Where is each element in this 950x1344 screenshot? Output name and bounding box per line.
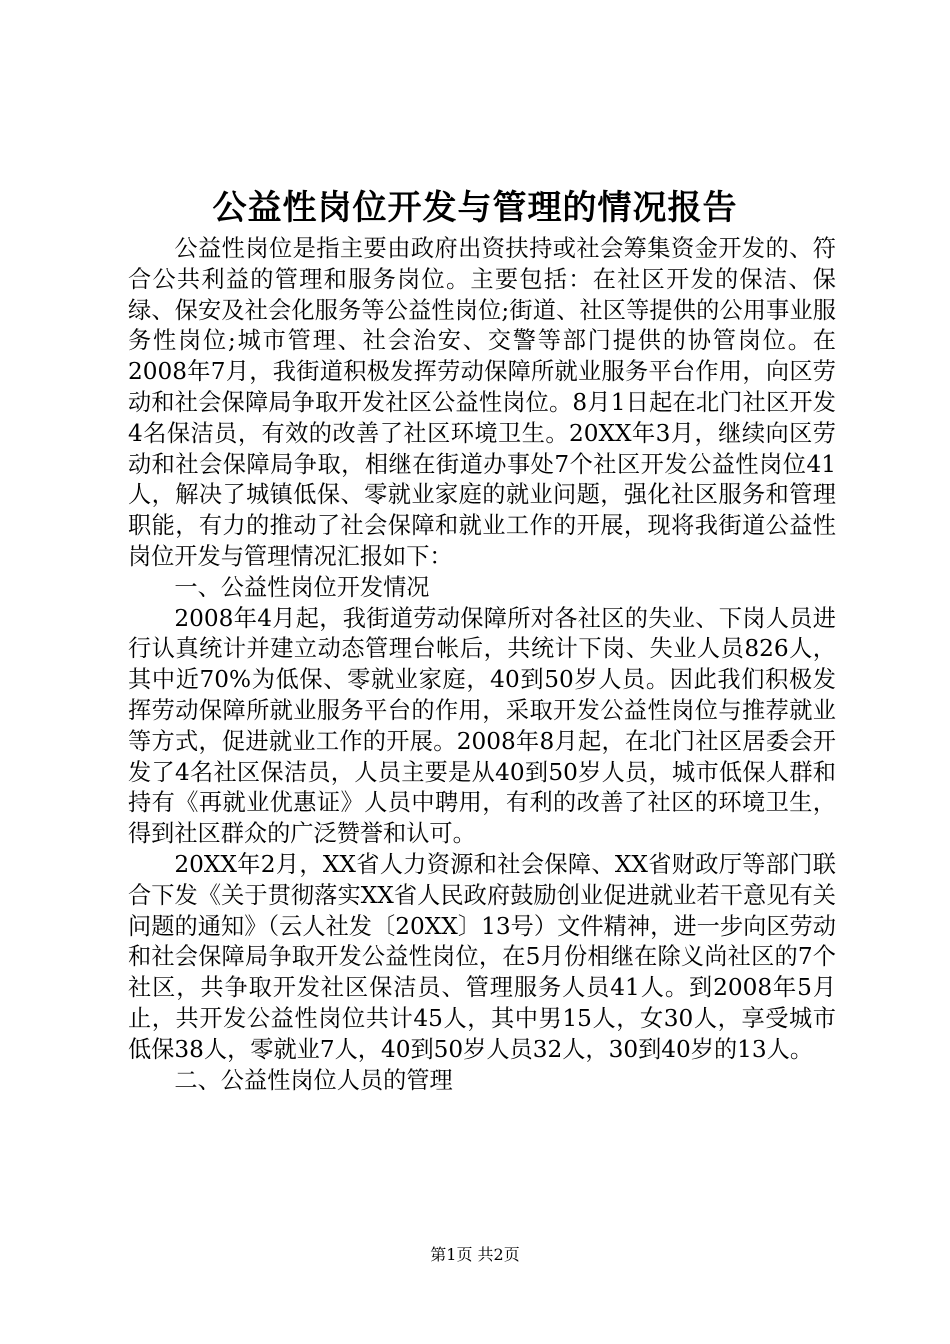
page-footer: 第1页 共2页 [430,1245,520,1264]
development-paragraph-2: 20XX年2月，XX省人力资源和社会保障、XX省财政厅等部门联合下发《关于贯彻落实XX省人民政府鼓励创业促进就业若干意见有关问题的通知》（云人社发〔20XX〕13号）文件精神，进一步向区劳动和社会保障局争取开发公益性岗位，在5月份相继在除义尚社区的7个社区，共争取开发社区保洁员、管理服务人员41人。到2008年5月止，共开发公益性岗位共计45人，其中男15人，女30人，享受城市低保38人，零就业7人，40到50岁人员32人，30到40岁的13人。 [128,850,836,1063]
section-heading-2: 二、公益性岗位人员的管理 [174,1066,453,1094]
document-title: 公益性岗位开发与管理的情况报告 [212,188,738,228]
document-body [128,234,836,1096]
intro-paragraph: 公益性岗位是指主要由政府出资扶持或社会筹集资金开发的、符合公共利益的管理和服务岗位。主要包括：在社区开发的保洁、保绿、保安及社会化服务等公益性岗位;街道、社区等提供的公用事业服务性岗位;城市管理、社会治安、交警等部门提供的协管岗位。在2008年7月，我街道积极发挥劳动保障所就业服务平台作用，向区劳动和社会保障局争取开发社区公益性岗位。8月1日起在北门社区开发4名保洁员，有效的改善了社区环境卫生。20XX年3月，继续向区劳动和社会保障局争取，相继在街道办事处7个社区开发公益性岗位41人，解决了城镇低保、零就业家庭的就业问题，强化社区服务和管理职能，有力的推动了社会保障和就业工作的开展，现将我街道公益性岗位开发与管理情况汇报如下： [128,235,836,570]
development-paragraph-1: 2008年4月起，我街道劳动保障所对各社区的失业、下岗人员进行认真统计并建立动态管理台帐后，共统计下岗、失业人员826人，其中近70%为低保、零就业家庭，40到50岁人员。因此我们积极发挥劳动保障所就业服务平台的作用，采取开发公益性岗位与推荐就业等方式，促进就业工作的开展。2008年8月起，在北门社区居委会开发了4名社区保洁员，人员主要是从40到50岁人员，城市低保人群和持有《再就业优惠证》人员中聘用，有利的改善了社区的环境卫生，得到社区群众的广泛赞誉和认可。 [128,604,836,848]
section-heading-1: 一、公益性岗位开发情况 [174,573,430,601]
